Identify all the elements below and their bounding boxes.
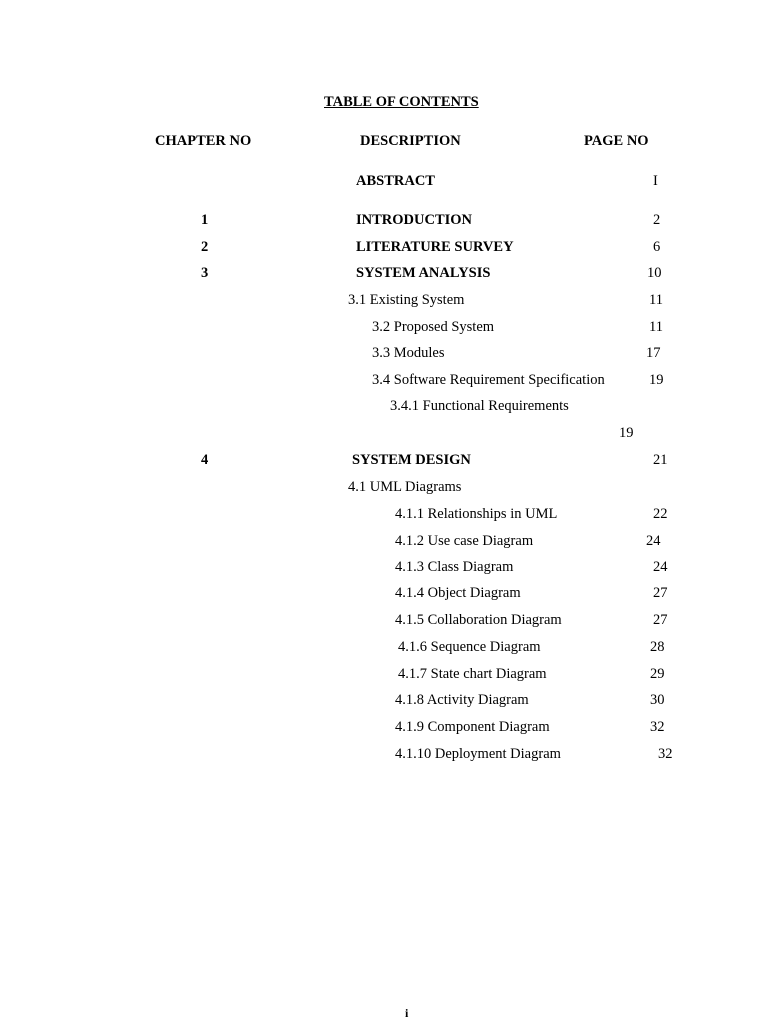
toc-description: 3.4.1 Functional Requirements (390, 398, 569, 414)
toc-description: ABSTRACT (356, 173, 435, 189)
toc-page: 6 (653, 239, 661, 255)
toc-page: 19 (649, 372, 664, 388)
toc-description: 3.3 Modules (372, 345, 445, 361)
toc-description: LITERATURE SURVEY (356, 239, 514, 255)
toc-description: 3.1 Existing System (348, 292, 465, 308)
toc-page: 30 (650, 692, 665, 708)
toc-description: INTRODUCTION (356, 212, 473, 228)
page-title: TABLE OF CONTENTS (324, 94, 479, 110)
toc-chapter: 4 (201, 452, 209, 468)
header-chapter-no: CHAPTER NO (155, 133, 252, 149)
toc-page: 19 (619, 425, 634, 441)
toc-chapter: 3 (201, 265, 209, 281)
toc-page: 27 (653, 585, 668, 601)
toc-description: SYSTEM ANALYSIS (356, 265, 491, 281)
toc-page: 28 (650, 639, 665, 655)
toc-page: 2 (653, 212, 661, 228)
toc-page: 21 (653, 452, 668, 468)
toc-description: SYSTEM DESIGN (352, 452, 471, 468)
toc-page: 17 (646, 345, 661, 361)
toc-description: 4.1.9 Component Diagram (395, 719, 550, 735)
toc-page: 29 (650, 666, 665, 682)
toc-description: 4.1.8 Activity Diagram (395, 692, 529, 708)
header-description: DESCRIPTION (360, 133, 461, 149)
toc-description: 4.1 UML Diagrams (348, 479, 462, 495)
toc-description: 4.1.10 Deployment Diagram (395, 746, 561, 762)
toc-description: 4.1.7 State chart Diagram (398, 666, 547, 682)
toc-page: 22 (653, 506, 668, 522)
toc-page: 27 (653, 612, 668, 628)
toc-description: 4.1.4 Object Diagram (395, 585, 521, 601)
toc-page: I (653, 173, 658, 189)
toc-page: 10 (647, 265, 662, 281)
toc-page: 32 (658, 746, 673, 762)
toc-page: 32 (650, 719, 665, 735)
footer-page-number: i (405, 1006, 409, 1020)
toc-description: 4.1.3 Class Diagram (395, 559, 514, 575)
toc-chapter: 2 (201, 239, 209, 255)
toc-chapter: 1 (201, 212, 209, 228)
toc-page: 11 (649, 292, 663, 308)
toc-page: 24 (646, 533, 661, 549)
toc-description: 4.1.1 Relationships in UML (395, 506, 558, 522)
toc-description: 3.4 Software Requirement Specification (372, 372, 605, 388)
toc-page: 11 (649, 319, 663, 335)
toc-description: 4.1.2 Use case Diagram (395, 533, 534, 549)
toc-description: 4.1.6 Sequence Diagram (398, 639, 541, 655)
header-page-no: PAGE NO (584, 133, 649, 149)
toc-description: 4.1.5 Collaboration Diagram (395, 612, 562, 628)
toc-description: 3.2 Proposed System (372, 319, 495, 335)
toc-page: 24 (653, 559, 668, 575)
